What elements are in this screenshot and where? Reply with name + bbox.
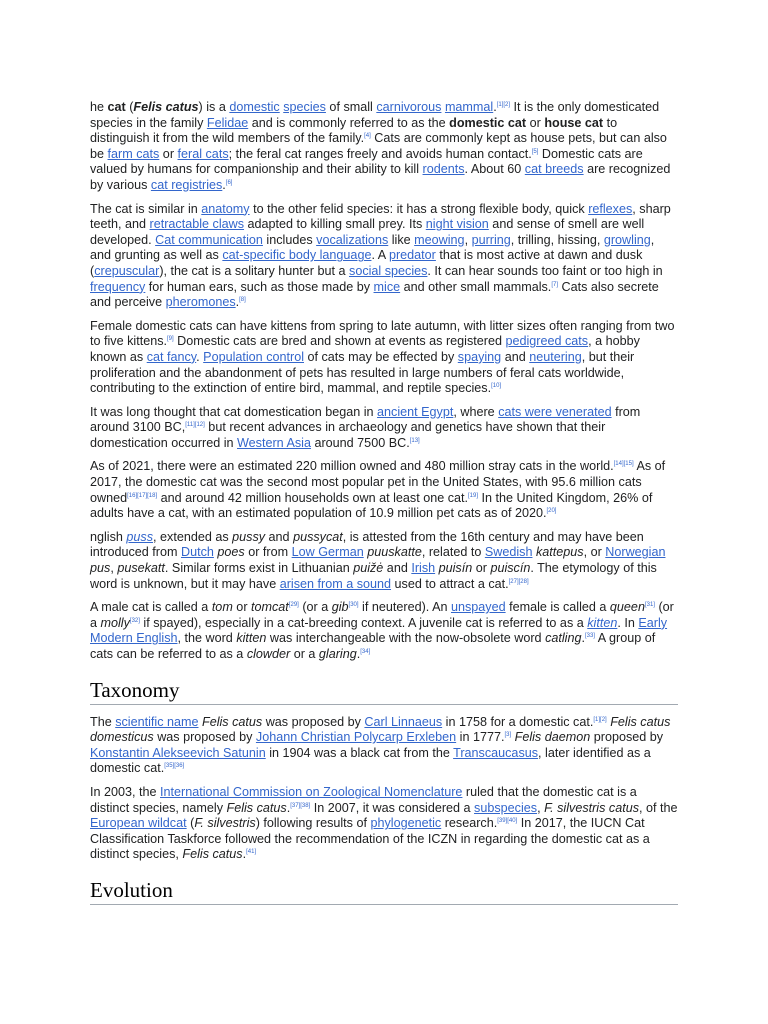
text-run: , is attested from the 16th century and may have been introduced from — [90, 529, 644, 560]
text-run: tomcat — [251, 600, 289, 615]
citation-link[interactable]: [11][12] — [185, 422, 205, 429]
text-run: that is most active at dawn and dusk ( — [90, 248, 643, 278]
text-run: glaring — [318, 647, 357, 661]
citation-link[interactable]: [3] — [504, 732, 512, 739]
article-link[interactable]: rodents — [422, 162, 465, 177]
article-link[interactable]: neutering — [529, 349, 582, 364]
text-run: to the other felid species: it has a strong flexible body, quick — [249, 201, 589, 216]
article-link[interactable]: cat fancy — [146, 349, 197, 364]
text-run: in 1904 was a black cat from the — [265, 745, 454, 760]
intro-paragraph-5 — [90, 459, 678, 521]
text-run: It was long thought that cat domestication began in — [90, 404, 378, 419]
article-link[interactable]: International Commission on Zoological Nomenclature — [160, 784, 463, 799]
citation-link[interactable]: [29] — [288, 602, 299, 609]
text-run: to distinguish it from the wild members of the family. — [90, 115, 618, 146]
text-run: like — [388, 232, 415, 247]
text-run: , of the — [639, 800, 678, 815]
text-run: . It can hear sounds too faint or too high in — [427, 263, 663, 278]
article-link[interactable]: growling — [603, 232, 651, 247]
article-link[interactable]: purring — [471, 232, 511, 247]
text-run: , — [537, 800, 545, 815]
article-link[interactable]: Konstantin Alekseevich Satunin — [90, 745, 266, 760]
article-link[interactable]: Population control — [203, 349, 304, 364]
text-run: Felis catus — [182, 847, 243, 862]
text-run: In 2017, the IUCN Cat Classification Taskforce followed the recommendation of the ICZN in regarding the domestic cat as a distinct species, — [90, 816, 650, 862]
text-run: used to attract a cat. — [391, 576, 509, 591]
text-run: ), the cat is a solitary hunter but a — [159, 263, 350, 278]
article-link[interactable]: reflexes — [588, 201, 633, 216]
text-run: , extended as — [153, 529, 233, 544]
text-run: , later identified as a domestic cat. — [90, 745, 651, 776]
citation-link[interactable]: [7] — [551, 281, 558, 288]
text-run: and sense of smell are well developed. — [90, 217, 645, 247]
citation-link[interactable]: [35][36] — [164, 763, 185, 770]
text-run: , related to — [421, 545, 485, 560]
text-run: and is commonly referred to as the — [248, 115, 450, 130]
text-run: . — [286, 800, 291, 815]
text-run: As of 2017, the domestic cat was the second most popular pet in the United States, with 95.6 million cats owned — [90, 459, 666, 505]
article-link[interactable]: Cat communication — [155, 232, 263, 247]
text-run: research. — [441, 816, 498, 831]
article-link[interactable]: cat registries — [150, 177, 223, 192]
text-run: includes — [262, 232, 317, 247]
text-run: , the word — [177, 631, 237, 646]
text-run: . In — [617, 615, 639, 630]
text-run: tom — [211, 600, 233, 615]
intro-paragraph-3 — [90, 319, 678, 397]
article-link[interactable]: European wildcat — [90, 816, 187, 831]
article-link[interactable]: unspayed — [450, 600, 506, 615]
article-link[interactable]: Western Asia — [237, 435, 311, 450]
text-run: A group of cats can be referred to as a — [90, 631, 656, 661]
etymology-paragraph-1 — [90, 530, 678, 592]
text-run: Cats also secrete and perceive — [90, 279, 659, 310]
article-link[interactable]: carnivorous — [376, 100, 442, 114]
article-link[interactable]: arisen from a sound — [279, 576, 392, 591]
text-run: queen — [609, 600, 645, 615]
intro-paragraph-1 — [90, 100, 678, 194]
text-run: he — [90, 100, 108, 114]
text-run: ) following results of — [255, 816, 371, 831]
article-link[interactable]: ancient Egypt — [377, 404, 454, 419]
citation-link[interactable]: [19] — [468, 492, 479, 499]
text-run: puiscín — [490, 561, 531, 576]
article-link[interactable]: farm cats — [107, 146, 160, 161]
text-run: F. silvestris — [194, 816, 256, 831]
text-run: from around 3100 BC, — [90, 404, 641, 435]
article-link[interactable]: subspecies — [474, 800, 538, 815]
text-run: . — [242, 847, 247, 862]
text-run: clowder — [246, 647, 291, 661]
text-run: , but their proliferation and the abandonment of pets has resulted in large numbers of feral cats worldwide, contributing to the extinction of entire bird, mammal, and reptile species. — [90, 349, 635, 396]
text-run: and — [383, 561, 412, 576]
text-run: female is called a — [505, 600, 610, 615]
text-run: or a — [290, 647, 319, 661]
article-body — [90, 100, 678, 915]
article-link[interactable]: spaying — [457, 349, 502, 364]
article-link[interactable]: cat-specific body language — [222, 248, 372, 263]
text-run: nglish — [90, 529, 127, 544]
taxonomy-paragraph-1 — [90, 715, 678, 777]
article-link[interactable]: mammal — [444, 100, 494, 114]
text-run: or — [159, 146, 178, 161]
article-link[interactable]: frequency — [90, 279, 146, 294]
text-run: (or a — [298, 600, 332, 615]
citation-link[interactable]: [9] — [167, 336, 174, 343]
text-run: In 2003, the — [90, 784, 161, 799]
text-run: are recognized by various — [90, 162, 671, 192]
article-link[interactable]: kitten — [587, 615, 618, 630]
text-run: molly — [100, 615, 130, 630]
text-run: Felis catus — [226, 800, 287, 815]
article-link[interactable]: species — [283, 100, 326, 114]
text-run: The — [90, 714, 116, 729]
text-run: ( — [186, 816, 195, 831]
article-link[interactable]: night vision — [425, 217, 489, 232]
citation-link[interactable]: [41] — [246, 849, 257, 856]
text-run: puisín — [438, 561, 473, 576]
citation-link[interactable]: [1][2] — [593, 716, 607, 723]
text-run: and — [265, 529, 294, 544]
text-run: Felis catus — [202, 714, 263, 729]
taxonomy-paragraph-2 — [90, 785, 678, 863]
text-run: in 1777. — [456, 730, 505, 745]
citation-link[interactable]: [6] — [225, 179, 233, 186]
text-run: , where — [453, 404, 499, 419]
text-run: was interchangeable with the now-obsolete word — [266, 631, 546, 646]
article-link[interactable]: meowing — [414, 232, 465, 247]
citation-link[interactable]: [37][38] — [290, 802, 311, 809]
text-run: puižė — [353, 561, 384, 576]
article-link[interactable]: Johann Christian Polycarp Erxleben — [255, 730, 457, 745]
text-run: . About 60 — [464, 162, 525, 177]
text-run: ; the feral cat ranges freely and avoids human contact. — [228, 146, 532, 161]
text-run: or — [472, 561, 491, 576]
text-run: , — [110, 561, 118, 576]
text-run: of small — [325, 100, 377, 114]
intro-paragraph-4 — [90, 405, 678, 452]
text-run: or — [232, 600, 252, 615]
text-run: The cat is similar in — [90, 201, 202, 216]
article-link[interactable]: Norwegian — [605, 545, 666, 560]
text-run: , — [464, 232, 472, 247]
article-link[interactable]: pheromones — [165, 295, 236, 310]
text-run: but recent advances in archaeology and genetics have shown that their domestication occurred in — [90, 420, 606, 450]
text-run: Domestic cats are valued by humans for companionship and their ability to kill — [90, 146, 643, 177]
text-run: (or a — [90, 600, 674, 630]
text-run: , a hobby known as — [90, 334, 640, 364]
article-link[interactable]: Dutch — [181, 545, 214, 560]
article-link[interactable]: domestic — [229, 100, 280, 114]
text-run: if spayed), especially in a cat-breeding context. A juvenile cat is referred to as a — [139, 615, 588, 630]
text-run: was proposed by — [262, 714, 365, 729]
text-run: pussycat — [293, 529, 343, 544]
text-run: It is the only domesticated species in the family — [90, 100, 660, 130]
article-link[interactable]: Irish — [411, 561, 436, 576]
text-run: domestic cat — [449, 115, 527, 130]
citation-link[interactable]: [32] — [129, 617, 140, 624]
citation-link[interactable]: [33] — [584, 633, 595, 640]
article-link[interactable]: feral cats — [177, 146, 229, 161]
text-run: cat — [107, 100, 126, 114]
text-run: or — [526, 115, 545, 130]
text-run: catling — [545, 631, 582, 646]
text-run: Domestic cats are bred and shown at events as registered — [173, 334, 506, 349]
text-run: Felis catus — [133, 100, 199, 114]
text-run: Felis daemon — [514, 730, 591, 745]
citation-link[interactable]: [4] — [364, 133, 371, 140]
text-run: gib — [331, 600, 349, 615]
citation-link[interactable]: [14][15] — [613, 461, 634, 468]
citation-link[interactable]: [13] — [409, 437, 420, 444]
article-link[interactable]: retractable claws — [149, 217, 245, 232]
article-link[interactable]: pedigreed cats — [505, 334, 589, 349]
text-run: In 2007, it was considered a — [310, 800, 475, 815]
text-run: pusekatt — [117, 561, 165, 576]
citation-link[interactable]: [39][40] — [497, 818, 518, 825]
article-link[interactable]: crepuscular — [94, 263, 160, 278]
text-run: and around 42 million households own at least one cat. — [157, 490, 469, 505]
text-run: if neutered). An — [358, 600, 451, 615]
article-link[interactable]: Felidae — [206, 115, 249, 130]
article-link[interactable]: phylogenetic — [370, 816, 442, 831]
article-link[interactable]: Carl Linnaeus — [364, 714, 443, 729]
text-run: F. silvestris catus — [544, 800, 640, 815]
article-link[interactable]: social species — [349, 263, 428, 278]
text-run: puuskatte — [367, 545, 422, 560]
text-run: in 1758 for a domestic cat. — [442, 714, 594, 729]
article-link[interactable]: mice — [373, 279, 401, 294]
etymology-paragraph-2 — [90, 600, 678, 662]
text-run: Female domestic cats can have kittens from spring to late autumn, with litter sizes often ranging from two to five kittens. — [90, 318, 675, 349]
text-run: proposed by — [590, 730, 664, 745]
text-run: A male cat is called a — [90, 600, 212, 615]
text-run: . — [356, 647, 361, 661]
text-run: kattepus — [535, 545, 584, 560]
text-run: . — [493, 100, 497, 114]
intro-paragraph-2 — [90, 202, 678, 311]
text-run: , and grunting as well as — [90, 232, 655, 263]
citation-link[interactable]: [34] — [360, 649, 371, 655]
text-run: adapted to killing small prey. Its — [244, 217, 426, 232]
text-run: or from — [244, 545, 292, 560]
text-run: and other small mammals. — [400, 279, 552, 294]
text-run: ruled that the domestic cat is a distinct species, namely — [90, 784, 637, 815]
article-link[interactable]: vocalizations — [316, 232, 389, 247]
text-run: . — [196, 349, 204, 364]
article-link[interactable]: anatomy — [201, 201, 250, 216]
text-run: . The etymology of this word is unknown, but it may have — [90, 561, 657, 591]
article-link[interactable]: Low German — [291, 545, 364, 560]
text-run: Cats are commonly kept as house pets, but can also be — [90, 131, 667, 161]
text-run: of cats may be effected by — [304, 349, 458, 364]
article-link[interactable]: scientific name — [115, 714, 199, 729]
article-link[interactable]: cats were venerated — [498, 404, 612, 419]
citation-link[interactable]: [31] — [644, 602, 655, 609]
text-run: kitten — [236, 631, 267, 646]
text-run: around 7500 BC. — [310, 435, 410, 450]
citation-link[interactable]: [10] — [491, 383, 502, 390]
evolution-heading: Evolution — [90, 877, 678, 905]
text-run: . — [581, 631, 585, 646]
citation-link[interactable]: [30] — [348, 602, 359, 609]
citation-link[interactable]: [20] — [546, 508, 557, 515]
article-link[interactable]: Early Modern English — [90, 615, 668, 646]
text-run: poes — [217, 545, 245, 560]
taxonomy-heading: Taxonomy — [90, 677, 678, 705]
text-run: ( — [125, 100, 134, 114]
text-run: ) is a — [198, 100, 230, 114]
text-run: , trilling, hissing, — [510, 232, 604, 247]
citation-link[interactable]: [1][2] — [496, 102, 511, 108]
text-run: . A — [371, 248, 389, 263]
text-run: In the United Kingdom, 26% of adults have a cat, with an estimated population of 10.9 million pet cats as of 2020. — [90, 490, 653, 521]
text-run: As of 2021, there were an estimated 220 million owned and 480 million stray cats in the world. — [90, 459, 614, 474]
article-link[interactable]: predator — [388, 248, 436, 263]
text-run: . Similar forms exist in Lithuanian — [164, 561, 354, 576]
article-link[interactable]: puss — [126, 529, 154, 544]
text-run: , sharp teeth, and — [90, 201, 671, 232]
citation-link[interactable]: [8] — [239, 297, 246, 304]
text-run: for human ears, such as those made by — [145, 279, 374, 294]
text-run: . — [235, 295, 240, 310]
article-link[interactable]: Transcaucasus — [453, 745, 539, 760]
text-run: . — [222, 177, 226, 192]
article-link[interactable]: Swedish — [484, 545, 533, 560]
text-run: pussy — [232, 529, 266, 544]
text-run: Felis catus domesticus — [90, 714, 671, 745]
text-run: pus — [90, 561, 111, 576]
citation-link[interactable]: [27][28] — [508, 578, 529, 585]
text-run: was proposed by — [153, 730, 256, 745]
text-run: house cat — [544, 115, 604, 130]
text-run: and — [501, 349, 530, 364]
citation-link[interactable]: [16][17][18] — [127, 492, 158, 499]
citation-link[interactable]: [5] — [531, 148, 539, 155]
article-link[interactable]: cat breeds — [524, 162, 584, 177]
text-run: , or — [583, 545, 606, 560]
